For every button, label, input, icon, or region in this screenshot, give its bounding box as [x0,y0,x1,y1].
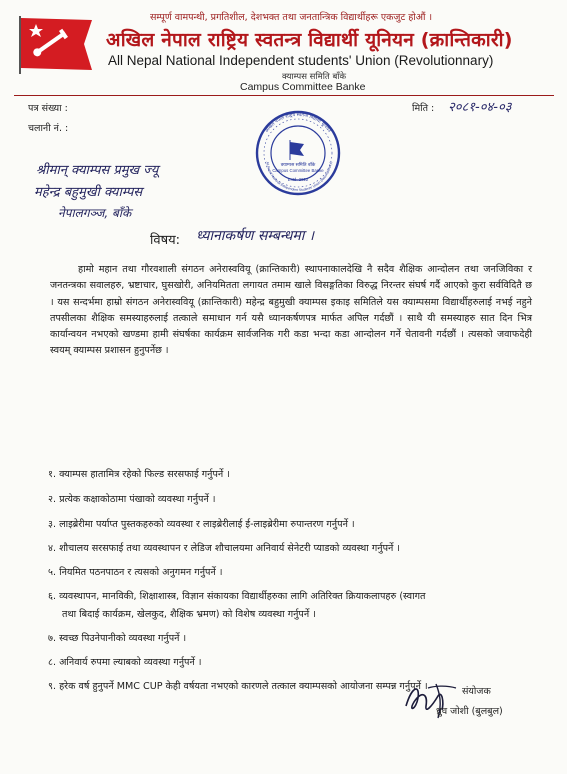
stamp-center-nepali: क्याम्पस समिति बाँके [280,163,316,168]
list-item: ७. स्वच्छ पिउनेपानीको व्यवस्था गर्नुपर्ने । [48,633,187,644]
committee-stamp-icon [248,108,354,198]
header-tagline: सम्पूर्ण वामपन्थी, प्रगतिशील, देशभक्त तथा जनतान्त्रिक विद्यार्थीहरू एकजुट होऔं । [150,12,433,23]
signatory-role: संयोजक [462,686,491,697]
address-line-1: श्रीमान् क्याम्पस प्रमुख ज्यू [36,163,159,178]
subject-value: ध्यानाकर्षण सम्बन्धमा । [196,228,315,244]
list-item: २. प्रत्येक कक्षाकोठामा पंखाको व्यवस्था गर्नुपर्ने । [48,494,216,505]
dispatch-number-label: चलानी नं. : [28,123,69,134]
stamp-estd: Estd. 2022 [287,177,309,182]
ref-number-label: पत्र संख्या : [28,103,68,114]
letter-body [50,262,532,360]
list-item: ४. शौचालय सरसफाई तथा व्यवस्थापन र लेडिज शौचालयमा अनिवार्य सेनेटरी प्याडको व्यवस्था गर्नुपर्ने । [48,543,401,554]
date-value: २०८१-०४-०३ [448,100,512,115]
list-item: ६. व्यवस्थापन, मानविकी, शिक्षाशास्त्र, विज्ञान संकायका विद्यार्थीहरुका लागि अतिरिक्त क्रियाकलापहरु (स्वागत [48,591,426,602]
org-title-nepali: अखिल नेपाल राष्ट्रिय स्वतन्त्र विद्यार्थी यूनियन (क्रान्तिकारी) [106,29,513,51]
stamp-center-english: Campus Committee Banke [272,168,324,173]
svg-text:अखिल नेपाल राष्ट्रिय स्वतन्त्र [265,111,332,134]
list-item: ५. नियमित पठनपाठन र त्यसको अनुगमन गर्नुपर्ने । [48,567,223,578]
committee-nepali: क्याम्पस समिति बाँके [282,72,347,82]
signatory-name: ध्रुव जोशी (बुलबुल) [436,706,503,717]
list-item: ८. अनिवार्य रुपमा ल्याबको व्यवस्था गर्नुपर्ने । [48,657,202,668]
header-divider [14,95,554,96]
list-item: ९. हरेक वर्ष हुनुपर्ने MMC CUP केही वर्षयता नभएको कारणले तत्काल क्याम्पसको आयोजना सम्पन्न गर्नुपर्ने । [48,681,428,692]
address-line-2: महेन्द्र बहुमुखी क्याम्पस [34,185,143,200]
subject-label: विषय: [150,233,181,248]
date-label: मिति : [412,103,435,114]
list-item-continuation: तथा बिदाई कार्यक्रम, खेलकुद, शैक्षिक भ्रमण) को विशेष व्यवस्था गर्नुपर्ने । [62,609,316,620]
stamp-ring-nepali: अखिल नेपाल राष्ट्रिय स्वतन्त्र विद्यार्थी यूनियन [264,112,332,134]
list-item: ३. लाइब्रेरीमा पर्याप्त पुस्तकहरुको व्यवस्था र लाइब्रेरीलाई ई-लाइब्रेरीमा रुपान्तरण गर्नुपर्ने । [48,519,355,530]
stamp-ring-english: All Nepal National Independent Students' Union (Revolutionary) [265,161,333,193]
org-title-english: All Nepal National Independent students' Union (Revolutionnary) [108,53,494,68]
flag-logo-icon [14,12,96,76]
committee-english: Campus Committee Banke [240,81,366,93]
address-line-3: नेपालगञ्ज, बाँके [58,206,132,220]
list-item: १. क्याम्पस हातामित्र रहेको फिल्ड सरसफाई गर्नुपर्ने । [48,469,230,480]
body-paragraph: हामो महान तथा गौरवशाली संगठन अनेरास्ववियू (क्रान्तिकारी) स्थापनाकालदेखि नै सदैव शैक्षिक आन्दोलन तथा जनजिविका र जनतन्त्रका सवालहरु, भ्रष्टाचार, घुसखोरी, अनियमितता लगायत तमाम खाले विसङ्गतिका विरुद्ध निरन्तर संघर्ष गर्दै आएको कुरा सर्वविदितै छ । यस सन्दर्भमा हाम्रो संगठन अनेरास्ववियू (क्रान्तिकारी) महेन्द्र बहुमुखी क्याम्पस इकाइ समितिले यस क्याम्पसमा विद्यार्थीहरुलाई नभई नहुने तपसीलका शैक्षिक समस्याहरुलाई तत्काले समाधान गर्न यसै ध्यानकर्षणपत्र मार्फत अपिल गर्दछौं । साथै यी समस्याहरु सात दिन भित्र कार्यान्वयन नभएको खण्डमा हामी संघर्षका कार्यक्रम सार्वजनिक गरी कडा भन्दा कडा आन्दोलन गर्ने चेतावनी गर्दछौं । त्यसको जवाफदेही स्वयम् क्याम्पस प्रशासन हुनुपर्नेछ । [50,264,532,357]
